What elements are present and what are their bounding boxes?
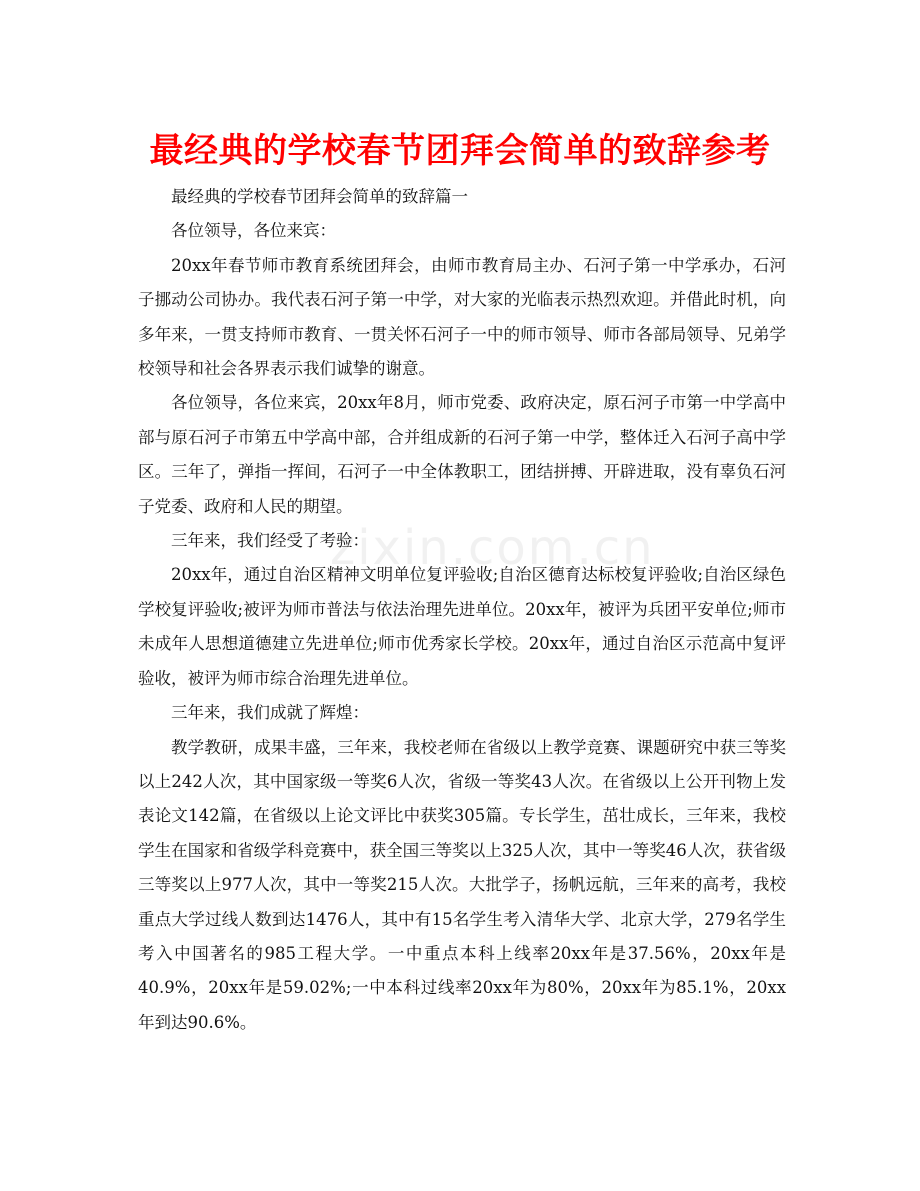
paragraph: 教学教研，成果丰盛，三年来，我校老师在省级以上教学竞赛、课题研究中获三等奖以上242人次，其中国家级一等奖6人次，省级一等奖43人次。在省级以上公开刊物上发表论文142篇，在省级以上论文评比中获奖305篇。专长学生，茁壮成长，三年来，我校学生在国家和省级学科竞赛中，获全国三等奖以上325人次，其中一等奖46人次，获省级三等奖以上977人次，其中一等奖215人次。大批学子，扬帆远航，三年来的高考，我校重点大学过线人数到达1476人，其中有15名学生考入清华大学、北京大学，279名学生考入中国著名的985工程大学。一中重点本科上线率20xx年是37.56%，20xx年是40.9%，20xx年是59.02%;一中本科过线率20xx年为80%，20xx年为85.1%，20xx年到达90.6%。	[138, 737, 786, 1032]
paragraph-heading: 三年来，我们成就了辉煌：	[171, 703, 369, 723]
paragraph: 各位领导，各位来宾，20xx年8月，师市党委、政府决定，原石河子市第一中学高中部与原石河子市第五中学高中部，合并组成新的石河子第一中学，整体迁入石河子高中学区。三年了，弹指一挥间，石河子一中全体教职工，团结拼搏、开辟进取，没有辜负石河子党委、政府和人民的期望。	[138, 393, 786, 516]
paragraph-subtitle: 最经典的学校春节团拜会简单的致辞篇一	[171, 187, 468, 206]
watermark: zixin.com.cn	[330, 520, 655, 576]
document-body	[138, 180, 786, 1040]
document-title: 最经典的学校春节团拜会简单的致辞参考	[149, 131, 771, 171]
paragraph: 20xx年，通过自治区精神文明单位复评验收;自治区德育达标校复评验收;自治区绿色学校复评验收;被评为师市普法与依法治理先进单位。20xx年，被评为兵团平安单位;师市未成年人思想道德建立先进单位;师市优秀家长学校。20xx年，通过自治区示范高中复评验收，被评为师市综合治理先进单位。	[138, 565, 786, 688]
paragraph-heading: 三年来，我们经受了考验：	[171, 531, 369, 551]
paragraph: 20xx年春节师市教育系统团拜会，由师市教育局主办、石河子第一中学承办，石河子挪动公司协办。我代表石河子第一中学，对大家的光临表示热烈欢迎。并借此时机，向多年来，一贯支持师市教育、一贯关怀石河子一中的师市领导、师市各部局领导、兄弟学校领导和社会各界表示我们诚挚的谢意。	[138, 255, 786, 379]
paragraph-salutation: 各位领导，各位来宾：	[171, 221, 336, 241]
